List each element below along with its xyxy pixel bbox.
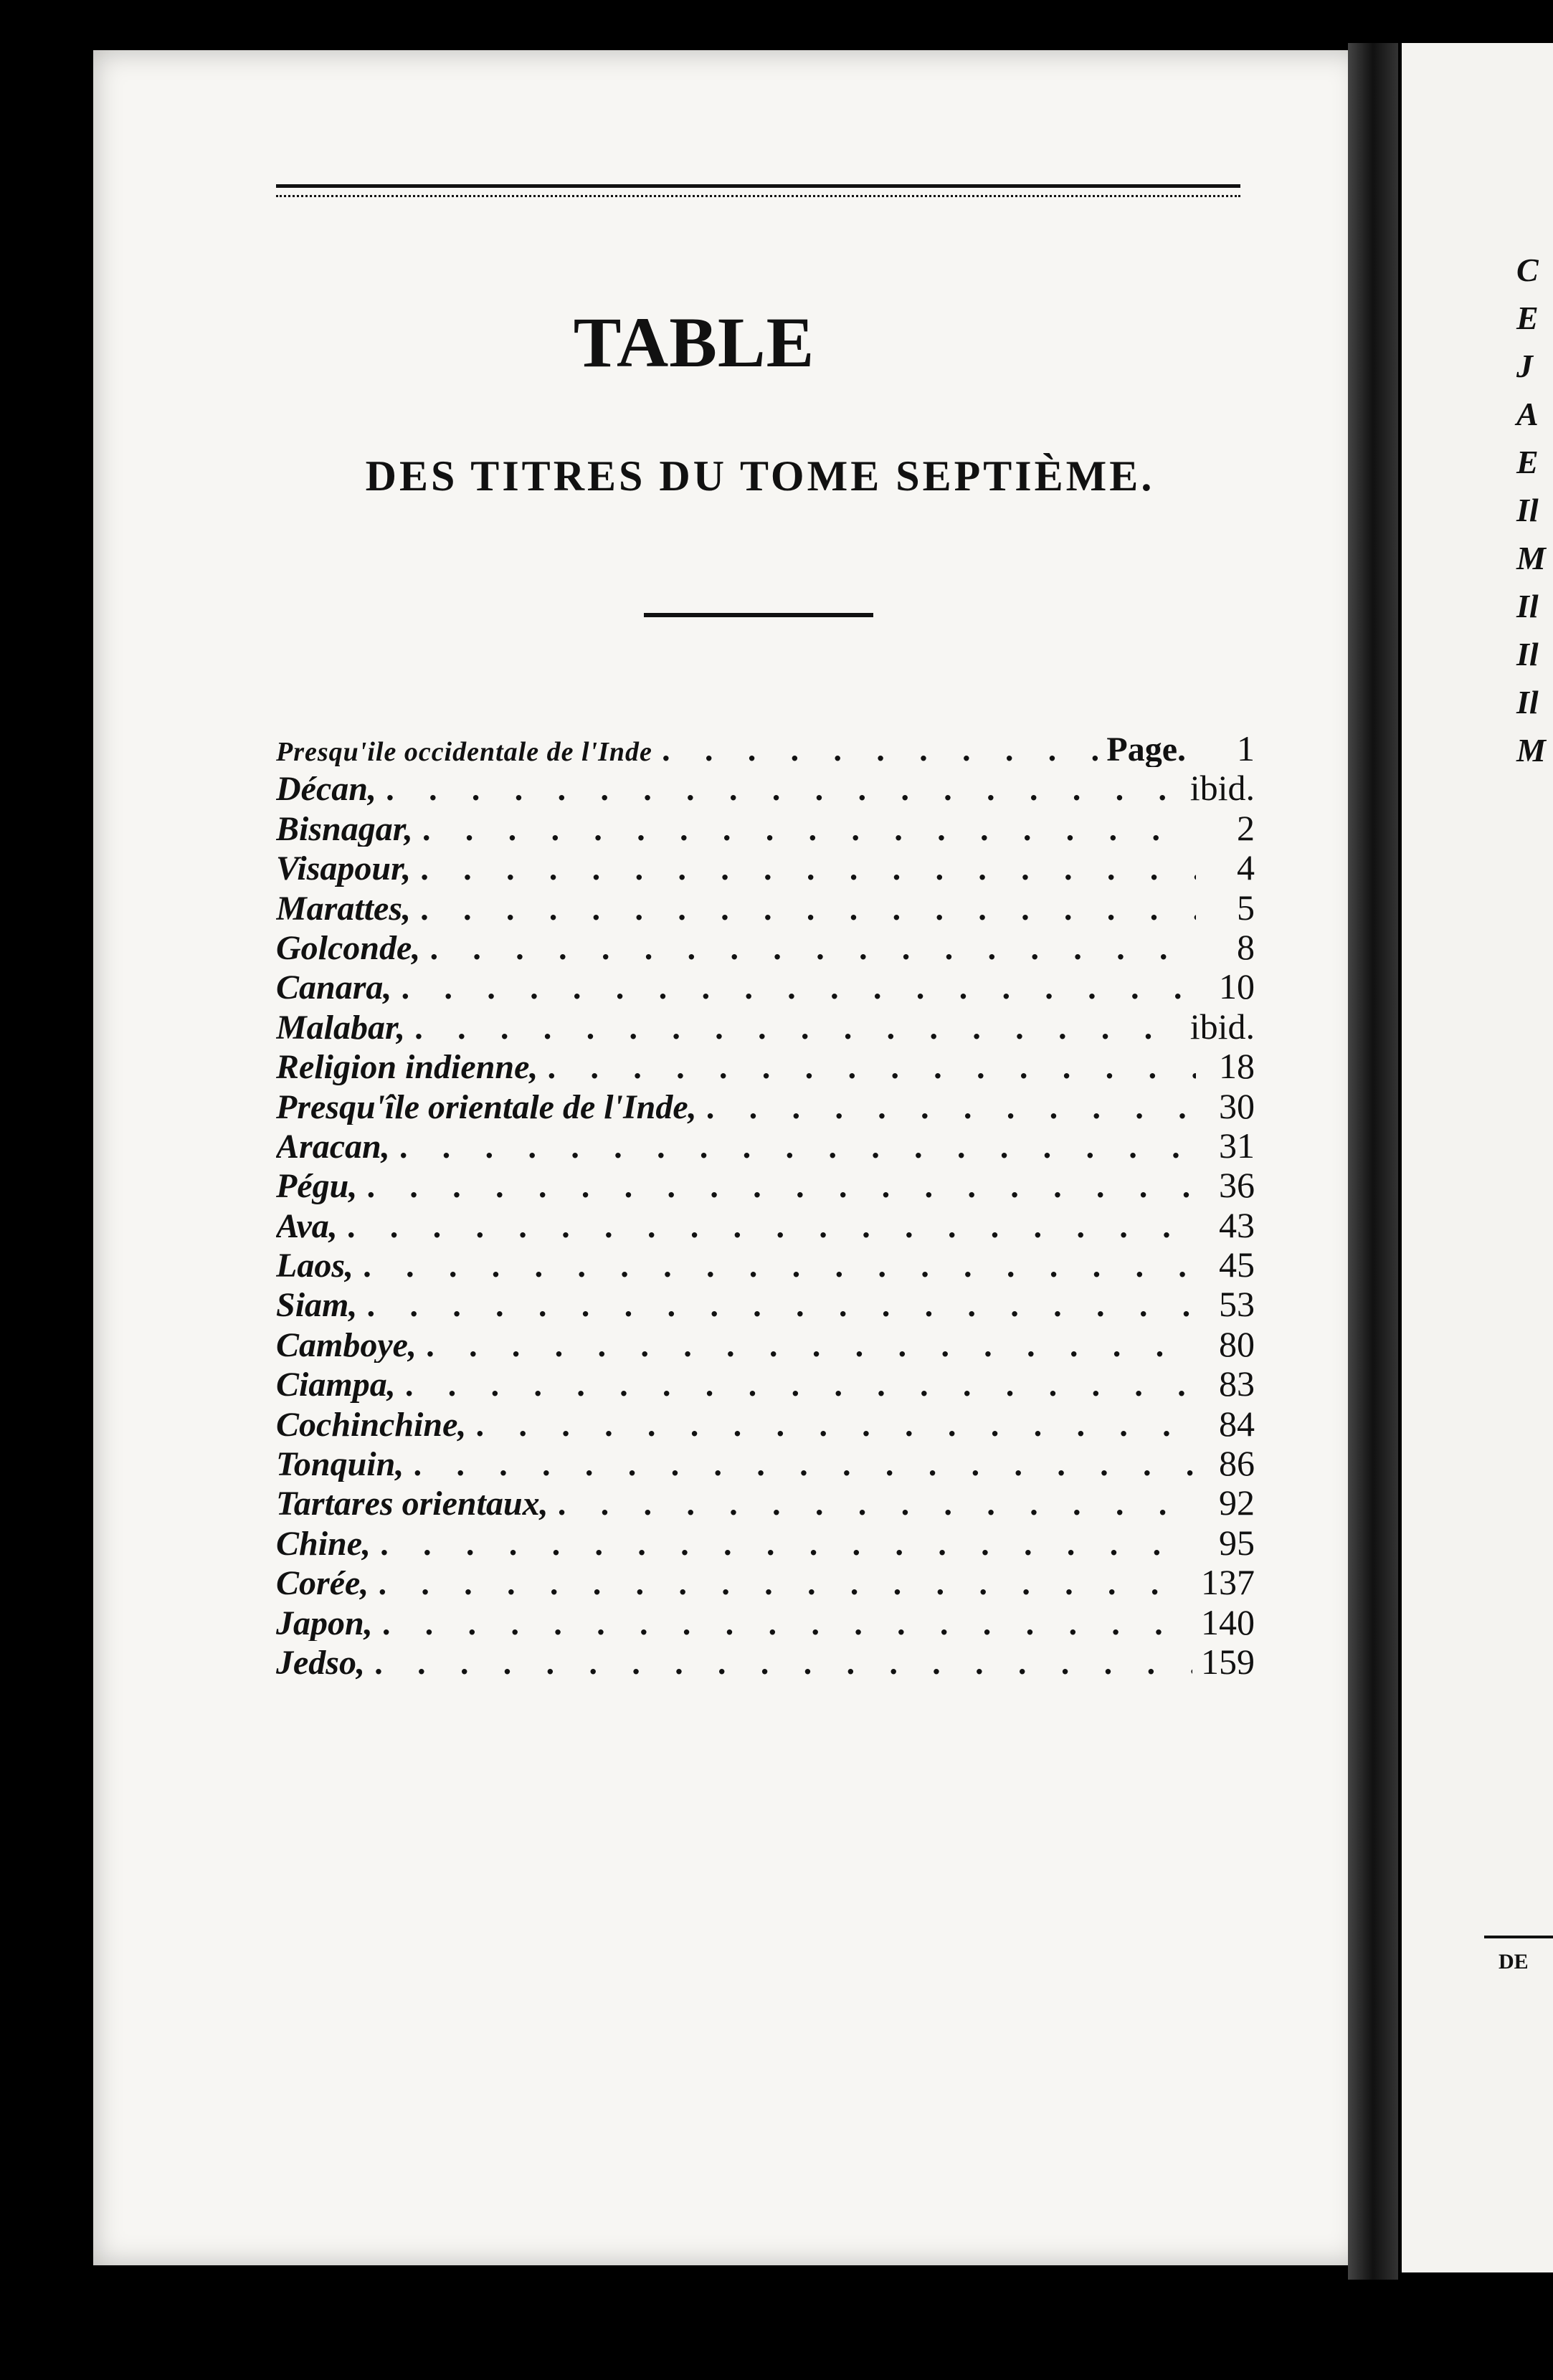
toc-entry-title: Aracan, bbox=[276, 1127, 390, 1165]
toc-entry bbox=[276, 1323, 1255, 1363]
toc-entry bbox=[276, 1641, 1255, 1680]
toc-entry bbox=[276, 807, 1255, 847]
toc-entry-title: Visapour, bbox=[276, 849, 412, 887]
toc-entry-title: Corée, bbox=[276, 1564, 369, 1601]
leader-dots bbox=[706, 1092, 1196, 1125]
leader-dots bbox=[381, 1608, 1192, 1641]
page-title: TABLE bbox=[573, 303, 815, 382]
toc-entry-page: 36 bbox=[1219, 1165, 1255, 1204]
toc-entry bbox=[276, 966, 1255, 1005]
toc-entry-title: Canara, bbox=[276, 968, 392, 1006]
toc-entry-title: Presqu'ile occidentale de l'Inde bbox=[276, 737, 652, 767]
toc-entry-page: 80 bbox=[1219, 1323, 1255, 1363]
table-of-contents bbox=[276, 728, 1255, 1680]
toc-entry-page: 140 bbox=[1201, 1601, 1255, 1641]
toc-entry bbox=[276, 728, 1255, 767]
toc-entry-page: 2 bbox=[1237, 807, 1255, 847]
leader-dots bbox=[414, 1012, 1182, 1045]
toc-entry bbox=[276, 1164, 1255, 1204]
toc-entry-page: 31 bbox=[1219, 1125, 1255, 1165]
page-label: Page. bbox=[1106, 730, 1186, 768]
toc-entry-title: Jedso, bbox=[276, 1643, 365, 1681]
toc-entry bbox=[276, 1601, 1255, 1641]
leader-dots bbox=[366, 1290, 1196, 1323]
title-divider bbox=[644, 613, 873, 617]
leader-dots bbox=[404, 1369, 1196, 1402]
toc-entry-title: Ciampa, bbox=[276, 1366, 396, 1403]
leader-dots bbox=[399, 1131, 1196, 1164]
leader-dots bbox=[346, 1211, 1196, 1244]
edge-letter: C bbox=[1516, 252, 1539, 288]
toc-entry-page: 137 bbox=[1201, 1562, 1255, 1601]
toc-entry bbox=[276, 1561, 1255, 1601]
toc-entry-title: Chine, bbox=[276, 1524, 371, 1562]
toc-entry-title: Marattes, bbox=[276, 889, 412, 926]
leader-dots bbox=[366, 1171, 1196, 1204]
toc-entry bbox=[276, 767, 1255, 806]
toc-entry bbox=[276, 1085, 1255, 1125]
toc-entry-title: Siam, bbox=[276, 1286, 358, 1323]
toc-entry-page: 10 bbox=[1219, 966, 1255, 1006]
toc-entry-page: 92 bbox=[1219, 1482, 1255, 1522]
toc-entry-page: 43 bbox=[1219, 1204, 1255, 1244]
edge-letter: A bbox=[1516, 396, 1539, 432]
toc-entry-title: Camboye, bbox=[276, 1325, 417, 1363]
leader-dots bbox=[661, 734, 1098, 767]
toc-entry-title: Cochinchine, bbox=[276, 1405, 467, 1443]
leader-dots bbox=[422, 814, 1196, 847]
edge-letter: M bbox=[1516, 540, 1546, 576]
right-page-rule bbox=[1484, 1936, 1553, 1938]
leader-dots bbox=[425, 1330, 1196, 1363]
toc-entry-title: Laos, bbox=[276, 1247, 353, 1284]
toc-entry-page: 18 bbox=[1219, 1046, 1255, 1085]
toc-entry-page: 83 bbox=[1219, 1363, 1255, 1403]
toc-entry bbox=[276, 1045, 1255, 1085]
toc-entry bbox=[276, 1006, 1255, 1045]
leader-dots bbox=[419, 853, 1196, 886]
toc-entry bbox=[276, 1125, 1255, 1164]
toc-entry-page: 4 bbox=[1237, 847, 1255, 887]
toc-entry-page: 1 bbox=[1237, 728, 1255, 768]
leader-dots bbox=[475, 1409, 1196, 1442]
leader-dots bbox=[546, 1052, 1196, 1085]
toc-entry bbox=[276, 1204, 1255, 1244]
toc-entry-page: 5 bbox=[1237, 887, 1255, 926]
toc-entry-title: Presqu'île orientale de l'Inde, bbox=[276, 1087, 697, 1125]
right-page-bottom-text: DE bbox=[1499, 1950, 1529, 1974]
page-subtitle: DES TITRES DU TOME SEPTIÈME. bbox=[365, 452, 1155, 500]
edge-letter: E bbox=[1516, 300, 1539, 336]
toc-entry-title: Ava, bbox=[276, 1206, 338, 1244]
leader-dots bbox=[374, 1647, 1192, 1680]
toc-entry bbox=[276, 887, 1255, 926]
toc-entry-page: 8 bbox=[1237, 926, 1255, 966]
toc-entry bbox=[276, 1482, 1255, 1521]
toc-entry bbox=[276, 1403, 1255, 1442]
toc-entry-title: Tonquin, bbox=[276, 1445, 404, 1482]
toc-entry-page: ibid. bbox=[1189, 768, 1255, 807]
decorative-top-rule bbox=[276, 184, 1240, 197]
leader-dots bbox=[412, 1449, 1196, 1482]
edge-letter: E bbox=[1516, 444, 1539, 480]
leader-dots bbox=[385, 774, 1182, 806]
toc-entry bbox=[276, 1283, 1255, 1323]
right-page-letters bbox=[1516, 251, 1546, 779]
toc-entry-page: 30 bbox=[1219, 1085, 1255, 1125]
leader-dots bbox=[400, 972, 1196, 1005]
toc-entry bbox=[276, 1442, 1255, 1482]
toc-entry-title: Pégu, bbox=[276, 1167, 358, 1204]
toc-entry bbox=[276, 926, 1255, 966]
leader-dots bbox=[557, 1488, 1196, 1521]
toc-entry-page: 159 bbox=[1201, 1641, 1255, 1681]
toc-entry-title: Décan, bbox=[276, 770, 376, 807]
toc-entry bbox=[276, 1363, 1255, 1402]
toc-entry-page: 95 bbox=[1219, 1522, 1255, 1562]
toc-entry-page: 45 bbox=[1219, 1244, 1255, 1284]
leader-dots bbox=[377, 1568, 1192, 1601]
toc-entry-page: 53 bbox=[1219, 1284, 1255, 1323]
toc-entry bbox=[276, 1244, 1255, 1283]
edge-letter: Il bbox=[1516, 588, 1539, 624]
edge-letter: M bbox=[1516, 732, 1546, 768]
toc-entry-page: 84 bbox=[1219, 1403, 1255, 1443]
toc-entry-title: Bisnagar, bbox=[276, 809, 413, 847]
edge-letter: Il bbox=[1516, 492, 1539, 528]
toc-entry bbox=[276, 847, 1255, 886]
toc-entry-page: 86 bbox=[1219, 1443, 1255, 1482]
toc-entry-page: ibid. bbox=[1189, 1006, 1255, 1046]
leader-dots bbox=[419, 893, 1196, 926]
toc-entry-title: Japon, bbox=[276, 1604, 373, 1641]
leader-dots bbox=[379, 1528, 1196, 1561]
toc-entry bbox=[276, 1522, 1255, 1561]
toc-entry-title: Malabar, bbox=[276, 1008, 406, 1046]
toc-entry-title: Tartares orientaux, bbox=[276, 1485, 548, 1522]
toc-entry-title: Golconde, bbox=[276, 928, 421, 966]
edge-letter: Il bbox=[1516, 684, 1539, 720]
toc-entry-title: Religion indienne, bbox=[276, 1048, 538, 1085]
leader-dots bbox=[362, 1250, 1196, 1283]
leader-dots bbox=[429, 933, 1196, 966]
edge-letter: Il bbox=[1516, 636, 1539, 672]
edge-letter: J bbox=[1516, 348, 1533, 384]
